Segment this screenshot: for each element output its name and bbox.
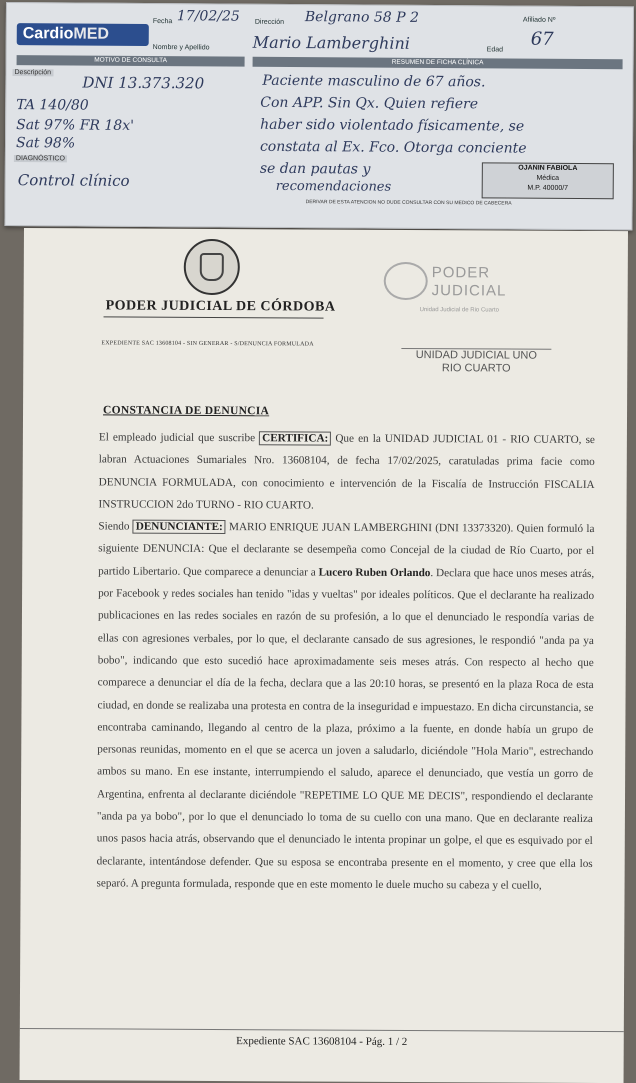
age-label: Edad	[486, 46, 504, 54]
diagnosis-label: DIAGNÓSTICO	[15, 155, 65, 163]
title-rule	[104, 316, 324, 318]
name-label: Nombre y Apellido	[152, 44, 210, 52]
address-label: Dirección	[254, 18, 285, 26]
document-body	[97, 426, 595, 897]
note-line-2: TA 140/80	[16, 97, 89, 114]
note-line-3: Sat 97% FR 18x'	[16, 117, 135, 134]
age-value: 67	[530, 28, 554, 50]
accused-name: Lucero Ruben Orlando	[318, 566, 431, 579]
case-caption: EXPEDIENTE SAC 13608104 - SIN GENERAR - S/DENUNCIA FORMULADA	[101, 340, 314, 348]
summary-line-3: haber sido violentado físicamente, se	[260, 116, 525, 135]
certifica-label: CERTIFICA:	[259, 431, 331, 445]
note-line-1: DNI 13.373.320	[82, 73, 205, 93]
organization-title: PODER JUDICIAL DE CÓRDOBA	[105, 298, 336, 315]
form-footnote: DERIVAR DE ESTA ATENCION NO DUDE CONSULTAR CON SU MEDICO DE CABECERA	[305, 199, 512, 207]
section-title: CONSTANCIA DE DENUNCIA	[103, 404, 270, 418]
diagnosis-value: Control clínico	[17, 171, 130, 190]
description-label: Descripción	[14, 69, 52, 77]
medical-form	[4, 2, 634, 230]
summary-line-1: Paciente masculino de 67 años.	[262, 72, 486, 91]
summary-header: RESUMEN DE FICHA CLÍNICA	[253, 57, 623, 70]
cardiomed-logo: CardioMED	[17, 23, 149, 46]
summary-line-5: se dan pautas y	[259, 160, 371, 178]
summary-line-6: recomendaciones	[275, 178, 392, 195]
judicial-stamp: PODER JUDICIAL Unidad Judicial de Rio Cuarto	[371, 258, 553, 349]
date-label: Fecha	[152, 18, 173, 26]
court-seal-icon	[184, 239, 240, 295]
name-value: Mario Lamberghini	[252, 32, 410, 53]
summary-line-4: constata al Ex. Fco. Otorga conciente	[259, 138, 527, 157]
paragraph-certifica: El empleado judicial que suscribe CERTIFICA: Que en la UNIDAD JUDICIAL 01 - RIO CUARTO, se labran Actuaciones Sumariales Nro. 13608104, de fecha 17/02/2025, caratuladas prima facie como DENUNCIA FORMULADA, con conocimiento e intervención de la Fiscalía de Instrucción FISCALIA INSTRUCCION 2do TURNO - RIO CUARTO.	[98, 431, 595, 512]
note-line-4: Sat 98%	[15, 135, 76, 152]
doctor-stamp: OJANIN FABIOLA Médica M.P. 40000/7	[482, 162, 614, 199]
reason-header: MOTIVO DE CONSULTA	[17, 55, 245, 67]
court-document	[20, 228, 628, 1083]
affiliate-label: Afiliado Nº	[522, 16, 556, 24]
address-value: Belgrano 58 P 2	[304, 9, 419, 26]
date-value: 17/02/25	[176, 8, 240, 25]
denunciante-label: DENUNCIANTE:	[133, 520, 226, 534]
stamp-emblem-icon	[384, 262, 428, 300]
summary-line-2: Con APP. Sin Qx. Quien refiere	[260, 94, 479, 113]
footer-rule	[20, 1028, 624, 1032]
page-footer: Expediente SAC 13608104 - Pág. 1 / 2	[236, 1035, 408, 1049]
unit-stamp: UNIDAD JUDICIAL UNO RIO CUARTO	[401, 348, 551, 376]
paragraph-denuncia: Siendo DENUNCIANTE: MARIO ENRIQUE JUAN LAMBERGHINI (DNI 13373320). Quien formuló la siguiente DENUNCIA: Que el declarante se desempeña como Concejal de la ciudad de Río Cuarto, por el partido Libertario. Que comparece a denunciar a Lucero Ruben Orlando. Declara que hace unos meses atrás, por Facebook y redes sociales han tenido "idas y vueltas" por ideales políticos. Que el declarante ha realizado publicaciones en las redes sociales en razón de su profesión, a lo que el denunciado le respondía varias de ellas con agresiones verbales, por lo que, el declarante cansado de sus agresiones, le respondió "anda pa ya bobo", indicando que esto sucedió hace aproximadamente seis meses atrás. Con respecto al hecho que comparece a denunciar el día de la fecha, declara que a las 20:10 horas, se presentó en la plaza Roca de esta ciudad, en donde se realizaba una protesta en contra de la inseguridad e impuestazo. En dicha circunstancia, se encontraba caminando, llegando al centro de la plaza, próximo a la fuente, en donde había un grupo de personas reunidas, momento en el que se acerca un joven a saludarlo, diciéndole "Hola Mario", estrechando ambos su mano. En ese instante, interrumpiendo el saludo, aparece el denunciado, que vestía un gorro de Argentina, enfrenta al declarante diciéndole "REPETIME LO QUE ME DECIS", respondiendo el declarante "anda pa ya bobo", por lo que el denunciado lo toma de su cuello con una mano. Que en declarante realiza unos pasos hacia atrás, observando que el denunciado le intenta propinar un golpe, el que es esquivado por el declarante, intentándose defender. Que su esposa se encontraba presente en el momento, y cree que ella los separó. A pregunta formulada, responde que en este momento le duele mucho su cabeza y el cuello,	[96, 520, 595, 892]
